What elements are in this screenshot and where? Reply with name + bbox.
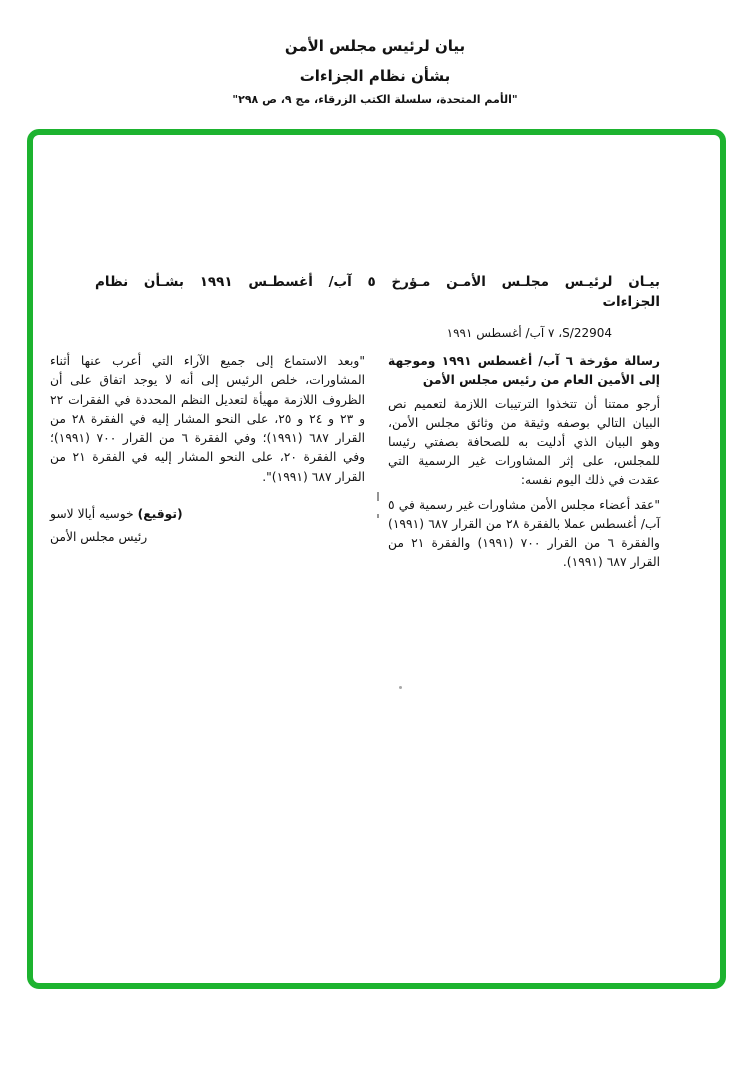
signature-line — [50, 503, 365, 526]
statement-quote-paragraph-2: "وبعد الاستماع إلى جميع الآراء التي أعرب عنها أثناء المشاورات، خلص الرئيس إلى أنه لا يوجد اتفاق على أن الظروف اللازمة مهيأة لتعديل النظم المحددة في الفقرات ٢٢ و ٢٣ و ٢٤ و ٢٥، على النحو المشار إليه في الفقرة ٢٨ من القرار ٦٨٧ (١٩٩١)؛ وفي الفقرة ٦ من القرار ٧٠٠ (١٩٩١)؛ وفي الفقرة ٢٠، على النحو المشار إليه في الفقرة ٢١ من القرار ٦٨٧ (١٩٩١)". — [50, 354, 366, 484]
signature-title: رئيس مجلس الأمن — [50, 530, 148, 545]
scan-artifact — [399, 686, 402, 689]
document-title — [95, 272, 660, 312]
signature-name: خوسيه أيالا لاسو — [50, 507, 134, 522]
signature-block — [50, 503, 365, 549]
document-title-line1: بيـان لرئيـس مجلـس الأمـن مـؤرخ ٥ آب/ أغسطـس ١٩٩١ بشـأن نظام — [95, 274, 660, 290]
letter-body-paragraph: أرجو ممتنا أن تتخذوا الترتيبات اللازمة لتعميم نص البيان التالي بوصفه وثيقة من وثائق مجلس الأمن، وهو البيان الذي أدليت به للصحافة بصفتي رئيسا للمجلس، على إثر المشاورات غير الرسمية التي عقدت في ذلك اليوم نفسه: — [388, 397, 660, 487]
document-reference: S/22904، ٧ آب/ أغسطس ١٩٩١ — [446, 326, 612, 340]
document-title-line2: الجزاءات — [602, 294, 660, 310]
scan-artifact — [377, 514, 379, 518]
letter-heading: رسالة مؤرخة ٦ آب/ أغسطس ١٩٩١ وموجهة إلى الأمين العام من رئيس مجلس الأمن — [388, 354, 660, 387]
column-left — [50, 352, 365, 549]
statement-quote-paragraph-1: "عقد أعضاء مجلس الأمن مشاورات غير رسمية في ٥ آب/ أغسطس عملا بالفقرة ٢٨ من القرار ٦٨٧ (١٩٩١) والفقرة ٦ من القرار ٧٠٠ (١٩٩١) والفقرة ٢١ من القرار ٦٨٧ (١٩٩١). — [388, 498, 660, 569]
page-header-title: بيان لرئيس مجلس الأمن — [284, 37, 466, 55]
page-header-subtitle: بشأن نظام الجزاءات — [299, 67, 451, 85]
signature-label: (توقيع) — [137, 507, 183, 522]
source-citation: "الأمم المتحدة، سلسلة الكتب الزرقاء، مج ٩، ص ٢٩٨" — [232, 93, 518, 106]
column-right — [388, 352, 660, 578]
scan-artifact — [377, 492, 379, 501]
